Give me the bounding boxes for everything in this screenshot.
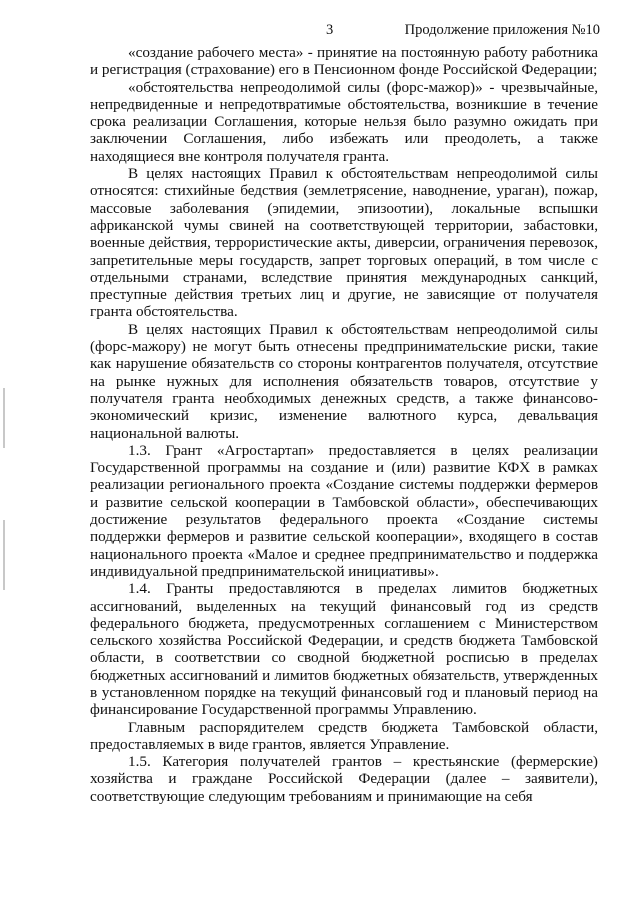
page-number: 3	[326, 22, 334, 38]
paragraph-force-majeure-includes: В целях настоящих Правил к обстоятельствам непреодолимой силы относятся: стихийные бедствия (землетрясение, наводнение, ураган), пожар, массовые заболевания (эпидемии, эпизоотии), локальные вспышки африканской чумы свиней на соответствующей территории, забастовки, военные действия, террористические акты, диверсии, ограничения перевозок, запретительные меры государств, запрет торговых операций, в том числе с отдельными странами, вследствие принятия международных санкций, преступные действия третьих лиц и другие, не зависящие от получателя гранта обстоятельства.	[90, 165, 598, 321]
page-header	[0, 22, 640, 42]
scan-margin-mark	[3, 388, 5, 448]
appendix-continuation-label: Продолжение приложения №10	[404, 22, 600, 38]
paragraph-main-administrator: Главным распорядителем средств бюджета Тамбовской области, предоставляемых в виде грантов, является Управление.	[90, 718, 598, 753]
paragraph-1-4-budget-limits: 1.4. Гранты предоставляются в пределах лимитов бюджетных ассигнований, выделенных на текущий финансовый год из средств федерального бюджета, предусмотренных соглашением с Министерством сельского хозяйства Российской Федерации, и средств бюджета Тамбовской области, в соответствии со сводной бюджетной росписью в пределах бюджетных ассигнований и лимитов бюджетных обязательств, утвержденных в установленном порядке на текущий финансовый год и плановый период на финансирование Государственной программы Управлению.	[90, 580, 598, 719]
paragraph-force-majeure-excludes: В целях настоящих Правил к обстоятельствам непреодолимой силы (форс-мажору) не могут быть отнесены предпринимательские риски, такие как нарушение обязательств со стороны контрагентов получателя, отсутствие на рынке нужных для исполнения обязательств товаров, отсутствие у получателя гранта необходимых денежных средств, а также финансово-экономический кризис, изменение валютного курса, девальвация национальной валюты.	[90, 320, 598, 442]
document-body	[90, 44, 598, 805]
paragraph-force-majeure-definition: «обстоятельства непреодолимой силы (форс-мажор)» - чрезвычайные, непредвиденные и непредотвратимые обстоятельства, возникшие в течение срока реализации Соглашения, которые нельзя было разумно ожидать при заключении Соглашения, либо избежать или преодолеть, а также находящиеся вне контроля получателя гранта.	[90, 78, 598, 165]
scan-margin-mark	[3, 520, 5, 590]
paragraph-1-5-recipient-category: 1.5. Категория получателей грантов – крестьянские (фермерские) хозяйства и граждане Российской Федерации (далее – заявители), соответствующие следующим требованиям и принимающие на себя	[90, 753, 598, 805]
paragraph-1-3-agrostartup-grant: 1.3. Грант «Агростартап» предоставляется в целях реализации Государственной программы на создание и (или) развитие КФХ в рамках реализации регионального проекта «Создание системы поддержки фермеров и развитие сельской кооперации в Тамбовской области», обеспечивающих достижение результатов федерального проекта «Создание системы поддержки фермеров и развитие сельской кооперации», входящего в состав национального проекта «Малое и среднее предпринимательство и поддержка индивидуальной предпринимательской инициативы».	[90, 441, 598, 580]
paragraph-job-creation: «создание рабочего места» - принятие на постоянную работу работника и регистрация (страхование) его в Пенсионном фонде Российской Федерации;	[90, 44, 598, 79]
